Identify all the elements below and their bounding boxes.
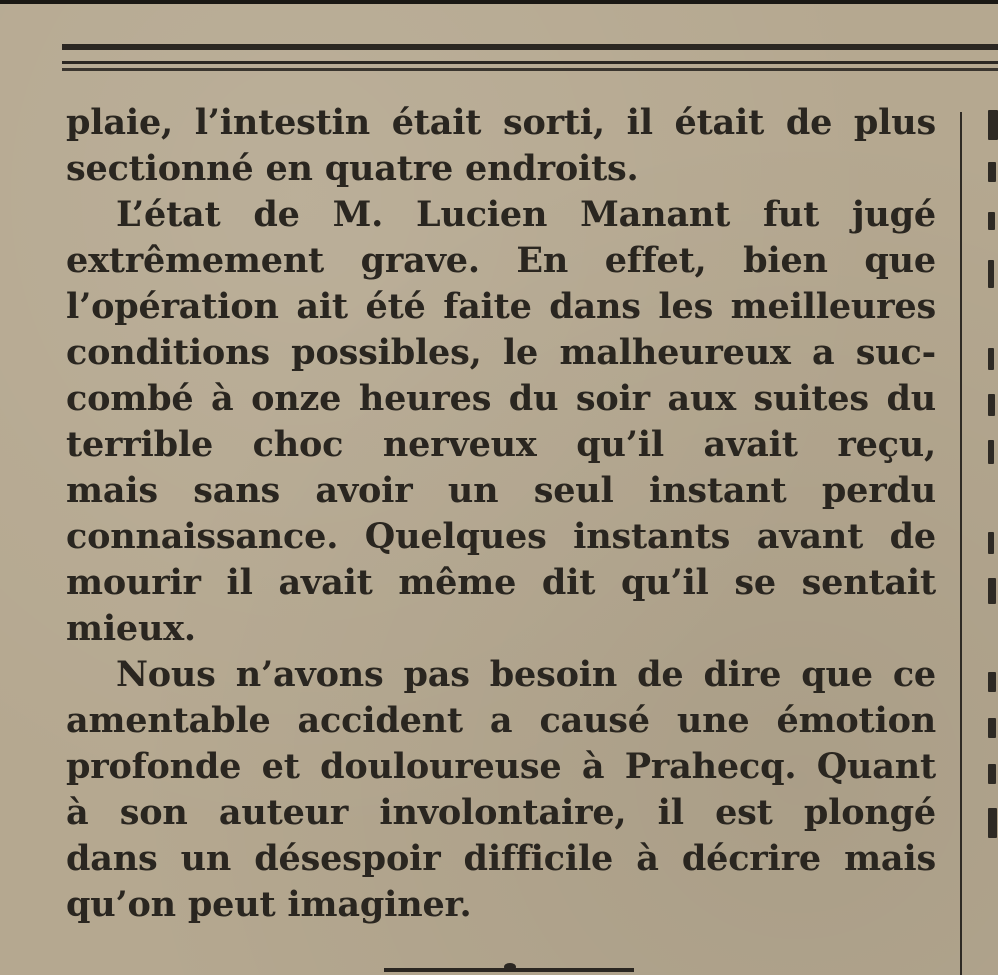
article-line: profonde et douloureuse à Prahecq. Quant [66, 746, 936, 787]
cropped-glyph [988, 394, 995, 416]
cropped-glyph [988, 764, 996, 784]
article-line: qu’on peut imaginer. [66, 884, 472, 925]
rule-ornament [504, 963, 516, 971]
cropped-glyph [988, 260, 994, 288]
column-divider-rule [960, 112, 962, 975]
article-line: combé à onze heures du soir aux suites du [66, 378, 936, 419]
header-double-rule [62, 44, 998, 64]
cropped-glyph [988, 578, 996, 604]
cropped-glyph [988, 348, 994, 370]
article-line: terrible choc nerveux qu’il avait reçu, [66, 424, 936, 465]
article-line: l’opération ait été faite dans les meilleures [66, 286, 936, 327]
article-line: extrêmement grave. En effet, bien que [66, 240, 936, 281]
article-text-column [66, 100, 936, 928]
cropped-glyph [988, 672, 996, 692]
cropped-glyph [988, 718, 996, 738]
article-line: sectionné en quatre endroits. [66, 148, 639, 189]
article-line: mieux. [66, 608, 196, 649]
cropped-glyph [988, 532, 994, 554]
article-end-rule [384, 968, 634, 972]
cropped-glyph [988, 212, 995, 230]
cropped-glyph [988, 808, 997, 838]
article-line: à son auteur involontaire, il est plongé [66, 792, 936, 833]
article-line: connaissance. Quelques instants avant de [66, 516, 936, 557]
header-thin-rule [62, 68, 998, 71]
article-line: plaie, l’intestin était sorti, il était de plus [66, 102, 936, 143]
article-line: L’état de M. Lucien Manant fut jugé [116, 194, 936, 235]
article-line: dans un désespoir difficile à décrire mais [66, 838, 936, 879]
article-line: amentable accident a causé une émotion [66, 700, 936, 741]
adjacent-column-fragment [968, 100, 998, 975]
article-line: conditions possibles, le malheureux a suc- [66, 332, 936, 373]
article-line: mais sans avoir un seul instant perdu [66, 470, 936, 511]
scan-top-edge [0, 0, 998, 4]
cropped-glyph [988, 110, 998, 140]
cropped-glyph [988, 162, 996, 182]
article-line: Nous n’avons pas besoin de dire que ce [116, 654, 936, 695]
article-line: mourir il avait même dit qu’il se sentait [66, 562, 936, 603]
cropped-glyph [988, 440, 994, 464]
